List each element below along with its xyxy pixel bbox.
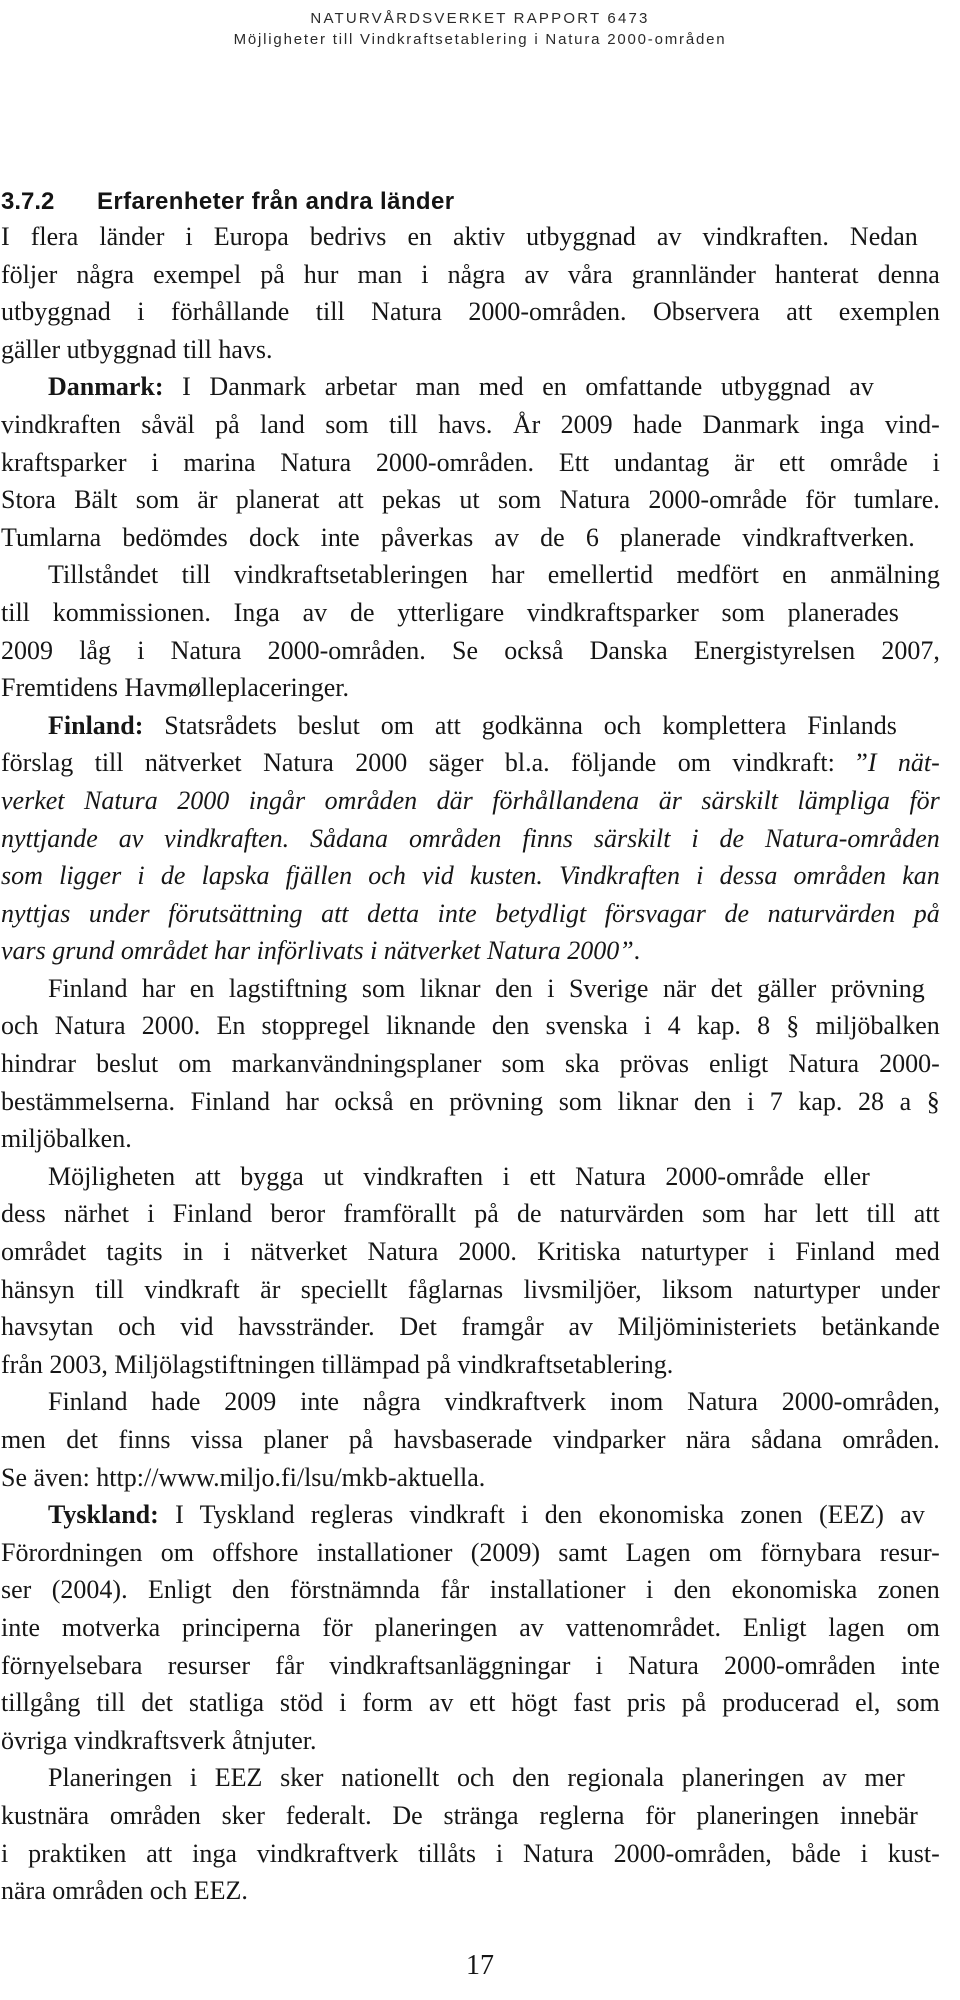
text-line-content: [1, 748, 940, 777]
text-line-content: [1, 786, 940, 815]
text-run: hindrar beslut om markanvändningsplaner som ska prövas enligt Natura 2000-: [1, 1049, 940, 1079]
text-line-content: [1, 636, 940, 665]
text-run: området tagits in i nätverket Natura 2000. Kritiska naturtyper i Finland med: [1, 1237, 940, 1267]
quoted-text: nyttjande av vindkraften. Sådana områden finns särskilt i de Natura-områden: [1, 823, 940, 853]
text-line: [1, 1007, 941, 1045]
report-title: NATURVÅRDSVERKET RAPPORT 6473: [310, 10, 650, 27]
text-line-content: [1, 410, 940, 439]
report-subtitle: Möjligheter till Vindkraftsetablering i Natura 2000-områden: [233, 31, 727, 48]
text-line: [1, 1158, 941, 1196]
paragraph: [1, 368, 941, 556]
text-line-content: [1, 297, 940, 326]
text-run: och Natura 2000. En stoppregel liknande den svenska i 4 kap. 8 § miljöbalken: [1, 1011, 940, 1041]
text-line: [1, 594, 941, 632]
text-line-content: [1, 1312, 940, 1341]
section-heading: [0, 188, 960, 216]
text-run: tillgång till det statliga stöd i form av ett högt fast pris på producerad el, som: [1, 1688, 940, 1718]
text-line: [1, 1383, 941, 1421]
text-run: nära områden och EEZ.: [1, 1876, 248, 1906]
text-run: men det finns vissa planer på havsbaserade vindparker nära sådana områden.: [1, 1425, 940, 1454]
text-run: övriga vindkraftsverk åtnjuter.: [1, 1725, 317, 1755]
text-line-content: [1, 1688, 940, 1717]
text-line-content: [1, 1350, 673, 1379]
text-line: [1, 1233, 941, 1271]
text-line: [1, 406, 941, 444]
text-run: havsytan och vid havsstränder. Det framgår av Miljöministeriets betänkande: [1, 1312, 940, 1342]
paragraph: [1, 556, 941, 706]
text-line-content: [1, 861, 940, 890]
text-line: [1, 744, 941, 782]
text-line: [1, 1534, 941, 1572]
quoted-text: verket Natura 2000 ingår områden där förhållandena är särskilt lämpliga för: [1, 785, 940, 815]
text-run: Planeringen i EEZ sker nationellt och den regionala planeringen av mer: [48, 1763, 905, 1793]
text-line-content: [1, 1726, 317, 1755]
text-line: [1, 857, 941, 895]
text-line-content: [48, 711, 897, 740]
text-line: [1, 444, 941, 482]
text-run: inte motverka principerna för planeringen av vattenområdet. Enligt lagen om: [1, 1612, 940, 1642]
text-line-content: [1, 673, 349, 702]
paragraph: [1, 707, 941, 970]
text-line: [1, 481, 941, 519]
section-number: 3.7.2: [1, 188, 55, 215]
text-line: [1, 820, 941, 858]
text-line-content: [1, 1538, 940, 1567]
text-run: I Danmark arbetar man med en omfattande utbyggnad av: [163, 372, 874, 402]
text-line-content: [1, 485, 940, 514]
text-line: [1, 1647, 941, 1685]
country-label: Finland:: [48, 710, 144, 740]
quoted-text: nyttjas under förutsättning att detta inte betydligt försvagar de naturvärden på: [1, 898, 940, 928]
text-line: [1, 1083, 941, 1121]
text-run: Tumlarna bedömdes dock inte påverkas av de 6 planerade vindkraftverken.: [1, 522, 915, 552]
text-line: [1, 1835, 941, 1873]
text-line-content: [48, 1162, 870, 1191]
text-line-content: [1, 1651, 940, 1680]
text-line: [1, 1120, 941, 1158]
text-line: [1, 1684, 941, 1722]
text-line: [1, 1195, 941, 1233]
text-line-content: [1, 1087, 940, 1116]
text-run: Förordningen om offshore installationer (2009) samt Lagen om förnybara resur-: [1, 1537, 940, 1567]
text-run: följer några exempel på hur man i några av våra grannländer hanterat denna: [1, 259, 940, 289]
text-run: kustnära områden sker federalt. De stränga reglerna för planeringen innebär: [1, 1800, 918, 1830]
text-line-content: [1, 1801, 918, 1830]
text-line-content: [1, 335, 273, 364]
text-line: [1, 1872, 941, 1910]
text-line-content: [1, 1613, 940, 1642]
text-line: [1, 632, 941, 670]
text-run: förnyelsebara resurser får vindkraftsanläggningar i Natura 2000-områden inte: [1, 1650, 940, 1680]
text-run: I Tyskland regleras vindkraft i den ekonomiska zonen (EEZ) av: [158, 1500, 925, 1530]
text-line-content: [48, 560, 940, 589]
text-run: Möjligheten att bygga ut vindkraften i ett Natura 2000-område eller: [48, 1161, 870, 1191]
text-line: [1, 1722, 941, 1760]
quoted-text: I nät-: [867, 748, 940, 778]
text-line-content: [1, 1839, 940, 1868]
text-line: [1, 218, 941, 256]
text-line: [1, 1421, 941, 1459]
text-line: [1, 1459, 941, 1497]
text-line-content: [48, 1387, 940, 1416]
text-run: dess närhet i Finland beror framförallt på de naturvärden som har lett till att: [1, 1199, 940, 1229]
text-line: [1, 331, 941, 369]
text-line-content: [1, 260, 940, 289]
text-run: gäller utbyggnad till havs.: [1, 334, 273, 364]
paragraph: [1, 218, 941, 368]
text-line-content: [1, 598, 899, 627]
text-line: [1, 519, 941, 557]
text-line: [1, 556, 941, 594]
section-title: Erfarenheter från andra länder: [97, 188, 455, 215]
text-line: [1, 1496, 941, 1534]
text-line: [1, 293, 941, 331]
text-run: vindkraften såväl på land som till havs. År 2009 hade Danmark inga vind-: [1, 409, 940, 439]
paragraph: [1, 1759, 941, 1909]
text-line: [1, 970, 941, 1008]
text-line-content: [1, 1463, 485, 1492]
text-line: [1, 1308, 941, 1346]
paragraph: [1, 1496, 941, 1759]
text-run: kraftsparker i marina Natura 2000-områden. Ett undantag är ett område i: [1, 447, 940, 477]
text-line-content: [1, 1011, 940, 1040]
country-label: Tyskland:: [48, 1500, 159, 1530]
text-run: Finland hade 2009 inte några vindkraftverk inom Natura 2000-områden,: [48, 1387, 940, 1417]
text-run: hänsyn till vindkraft är speciellt fåglarnas livsmiljöer, liksom naturtyper under: [1, 1274, 940, 1304]
text-line: [1, 1045, 941, 1083]
paragraph: [1, 970, 941, 1158]
text-line: [1, 782, 941, 820]
text-line: [1, 669, 941, 707]
text-run: 2009 låg i Natura 2000-områden. Se också Danska Energistyrelsen 2007,: [1, 635, 940, 665]
text-line-content: [1, 222, 918, 251]
text-run: till kommissionen. Inga av de ytterligare vindkraftsparker som planerades: [1, 597, 899, 627]
text-run: från 2003, Miljölagstiftningen tillämpad på vindkraftsetablering.: [1, 1349, 674, 1379]
text-line-content: [1, 899, 940, 928]
text-run: i praktiken att inga vindkraftverk tillåts i Natura 2000-områden, både i kust-: [1, 1838, 940, 1868]
text-line-content: [1, 523, 915, 552]
quoted-text: som ligger i de lapska fjällen och vid kusten. Vindkraften i dessa områden kan: [1, 861, 940, 891]
text-line-content: [1, 448, 940, 477]
text-line-content: [1, 824, 940, 853]
quoted-text: vars grund området har införlivats i nätverket Natura 2000”: [1, 936, 634, 966]
text-run: Stora Bält som är planerat att pekas ut som Natura 2000-område för tumlare.: [1, 485, 940, 515]
country-label: Danmark:: [48, 372, 164, 402]
text-run: .: [633, 936, 641, 966]
text-run: utbyggnad i förhållande till Natura 2000-områden. Observera att exemplen: [1, 297, 940, 327]
text-line: [1, 256, 941, 294]
body-text: [1, 218, 941, 1910]
text-line-content: [1, 1876, 248, 1905]
text-line-content: [48, 1500, 925, 1529]
text-line-content: [1, 1575, 940, 1604]
text-line-content: [1, 1124, 132, 1153]
text-run: I flera länder i Europa bedrivs en aktiv utbyggnad av vindkraften. Nedan: [1, 222, 918, 251]
text-line-content: [1, 1275, 940, 1304]
text-run: Se även: http://www.miljo.fi/lsu/mkb-aktuella.: [1, 1462, 486, 1492]
text-line-content: [1, 1237, 940, 1266]
text-line: [1, 1797, 941, 1835]
text-line-content: [1, 1425, 940, 1454]
text-run: Finland har en lagstiftning som liknar den i Sverige när det gäller prövning: [48, 973, 925, 1003]
text-run: Fremtidens Havmølleplaceringer.: [1, 673, 350, 703]
text-line: [1, 1346, 941, 1384]
text-line: [1, 1759, 941, 1797]
text-run: Tillståndet till vindkraftsetableringen har emellertid medfört en anmälning: [48, 560, 940, 590]
text-run: ser (2004). Enligt den förstnämnda får installationer i den ekonomiska zonen: [1, 1575, 940, 1605]
text-line: [1, 1271, 941, 1309]
text-run: miljöbalken.: [1, 1124, 132, 1154]
text-line: [1, 1571, 941, 1609]
text-line-content: [1, 1199, 940, 1228]
text-line-content: [48, 1763, 905, 1792]
paragraph: [1, 1158, 941, 1384]
text-run: bestämmelserna. Finland har också en prövning som liknar den i 7 kap. 28 a §: [1, 1086, 940, 1116]
paragraph: [1, 1383, 941, 1496]
text-line-content: [48, 974, 925, 1003]
text-line: [1, 1609, 941, 1647]
text-line: [1, 368, 941, 406]
page-number: 17: [466, 1950, 494, 1981]
text-run: Statsrådets beslut om att godkänna och komplettera Finlands: [143, 710, 897, 740]
text-line-content: [1, 936, 640, 965]
text-line: [1, 707, 941, 745]
text-line-content: [48, 372, 874, 401]
text-line: [1, 932, 941, 970]
text-line-content: [1, 1049, 940, 1078]
text-run: förslag till nätverket Natura 2000 säger bl.a. följande om vindkraft: ”: [1, 748, 868, 778]
text-line: [1, 895, 941, 933]
